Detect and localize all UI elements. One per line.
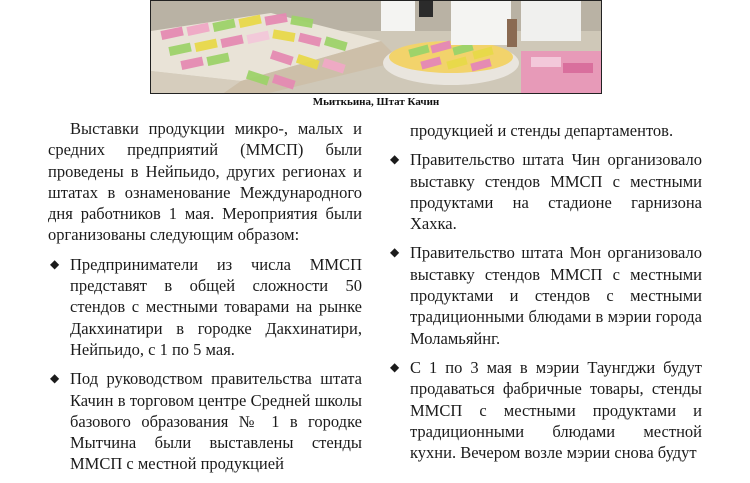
list-item-text: С 1 по 3 мая в мэрии Таунгджи будут продаваться фабричные товары, стенды ММСП с местными продуктами и традиционными блюдами местной кухни. Вечером возле мэрии снова будут [410, 357, 702, 463]
diamond-bullet-icon: ◆ [50, 371, 60, 386]
list-item [388, 149, 702, 234]
photo-caption: Мьиткьина, Штат Качин [312, 96, 440, 108]
list-item-text: Правительство штата Мон организовало выставку стендов ММСП с местными продуктами и стендов с местными традиционными блюдами в мэрии города Моламьяйнг. [410, 243, 702, 348]
list-item-text: Под руководством правительства штата Качин в торговом центре Средней школы базового образования № 1 в городке Мытчина были выставлены стенды ММСП с местной продукцией [70, 369, 362, 474]
list-item [388, 242, 702, 348]
left-column [48, 118, 362, 483]
diamond-bullet-icon: ◆ [390, 245, 400, 260]
diamond-bullet-icon: ◆ [390, 152, 400, 167]
list-item [48, 368, 362, 474]
intro-paragraph: Выставки продукции микро-, малых и средних предприятий (ММСП) были проведены в Нейпьидо, других регионах и штатах в ознаменование Международного дня работников 1 мая. Мероприятия были организованы следующим образом: [48, 119, 362, 245]
diamond-bullet-icon: ◆ [50, 256, 60, 271]
list-item-text: Правительство штата Чин организовало выставку стендов ММСП с местными продуктами на стадионе гарнизона Хахка. [410, 150, 702, 234]
diamond-bullet-icon: ◆ [390, 359, 400, 374]
right-column [388, 120, 702, 471]
list-item [48, 254, 362, 360]
market-stalls-photo [150, 0, 602, 94]
market-stalls-photo-illustration [151, 1, 602, 94]
list-item-text: Предприниматели из числа ММСП представят в общей сложности 50 стендов с местными товарами на рынке Дакхинатири в городке Дакхинатири, Нейпьидо, с 1 по 5 мая. [70, 254, 362, 359]
continuation-text: продукцией и стенды департаментов. [410, 121, 674, 140]
list-item [388, 357, 702, 463]
